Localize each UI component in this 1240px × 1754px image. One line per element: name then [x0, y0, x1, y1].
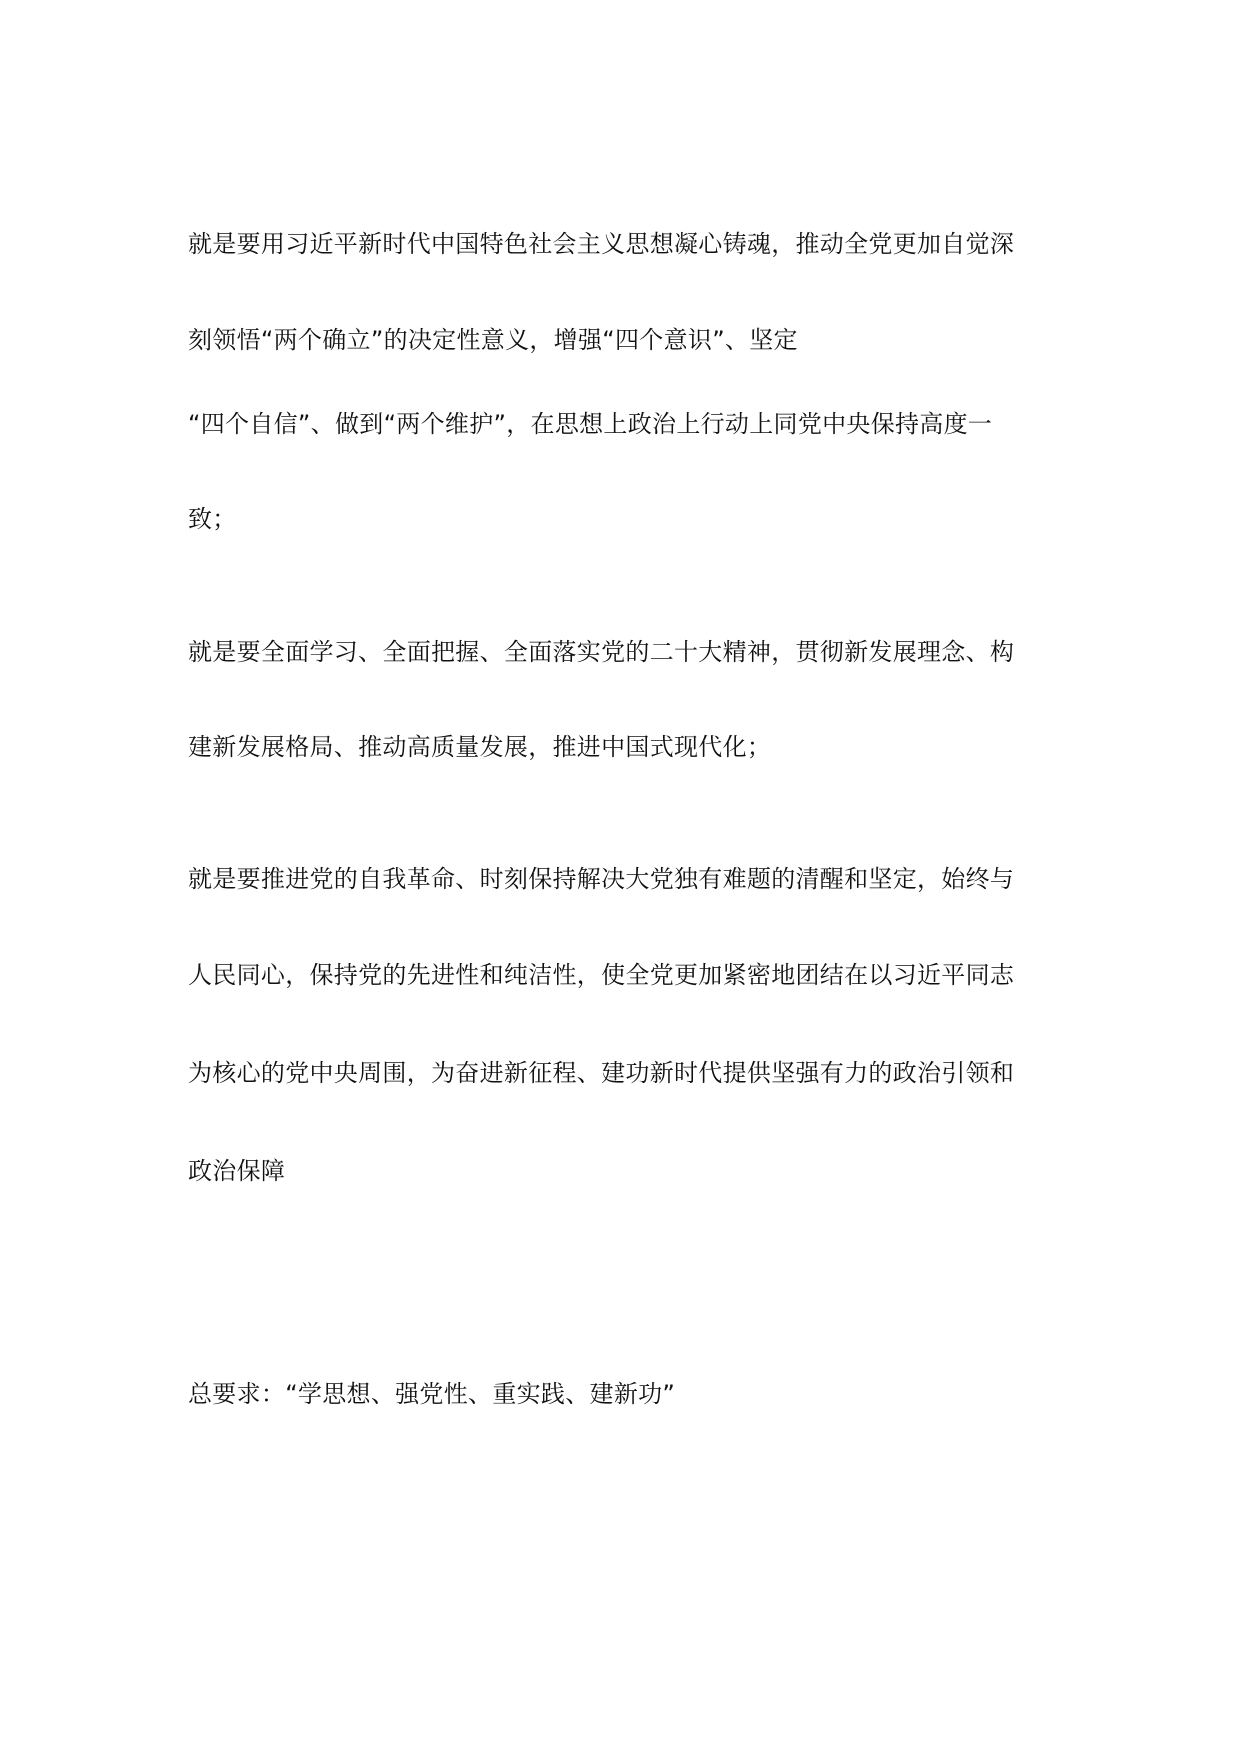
paragraph-2-line-1: 就是要全面学习、全面把握、全面落实党的二十大精神，贯彻新发展理念、构: [188, 638, 1015, 666]
summary-requirement: 总要求：“学思想、强党性、重实践、建新功”: [188, 1380, 676, 1408]
paragraph-3-line-4: 政治保障: [188, 1157, 286, 1185]
paragraph-1-line-2: 刻领悟“两个确立”的决定性意义，增强“四个意识”、坚定: [188, 326, 798, 354]
paragraph-3-line-1: 就是要推进党的自我革命、时刻保持解决大党独有难题的清醒和坚定，始终与: [188, 865, 1015, 893]
paragraph-1-line-3: “四个自信”、做到“两个维护”，在思想上政治上行动上同党中央保持高度一: [188, 410, 993, 438]
paragraph-3-line-2: 人民同心，保持党的先进性和纯洁性，使全党更加紧密地团结在以习近平同志: [188, 961, 1015, 989]
paragraph-1-line-4: 致；: [188, 505, 237, 533]
paragraph-2-line-2: 建新发展格局、推动高质量发展，推进中国式现代化；: [188, 733, 772, 761]
paragraph-3-line-3: 为核心的党中央周围，为奋进新征程、建功新时代提供坚强有力的政治引领和: [188, 1059, 1015, 1087]
paragraph-1-line-1: 就是要用习近平新时代中国特色社会主义思想凝心铸魂，推动全党更加自觉深: [188, 230, 1015, 258]
